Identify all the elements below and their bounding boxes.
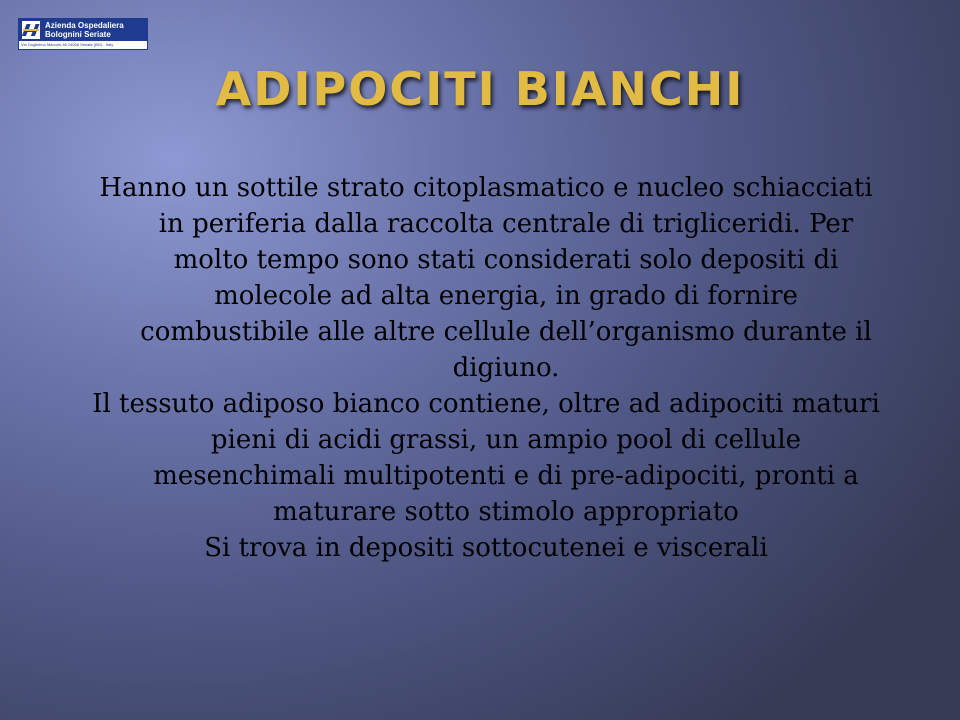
logo-banner — [19, 19, 147, 41]
paragraph-description: Hanno un sottile strato citoplasmatico e nucleo schiacciati in periferia dalla raccolta centrale di trigliceridi. Per molto tempo sono stati considerati solo depositi di molecole ad alta energia, in grado di fornire combustibile alle altre cellule dell’organismo durante il digiuno. — [99, 173, 873, 383]
hospital-logo — [18, 18, 148, 50]
logo-address: Via Guglielmo Marconi,38 24068 Seriate (BG) - Italy — [21, 42, 114, 47]
slide-title: ADIPOCITI BIANCHI — [215, 62, 745, 116]
slide-body — [86, 170, 886, 566]
hospital-h-icon — [22, 21, 40, 39]
paragraph-composition: Il tessuto adiposo bianco contiene, oltre ad adipociti maturi pieni di acidi grassi, un ampio pool di cellule mesenchimali multipotenti e di pre-adipociti, pronti a maturare sotto stimolo appropriato — [92, 389, 880, 527]
logo-name: Azienda Ospedaliera Bolognini Seriate — [45, 21, 124, 39]
paragraph-location: Si trova in depositi sottocutenei e viscerali — [204, 533, 768, 563]
